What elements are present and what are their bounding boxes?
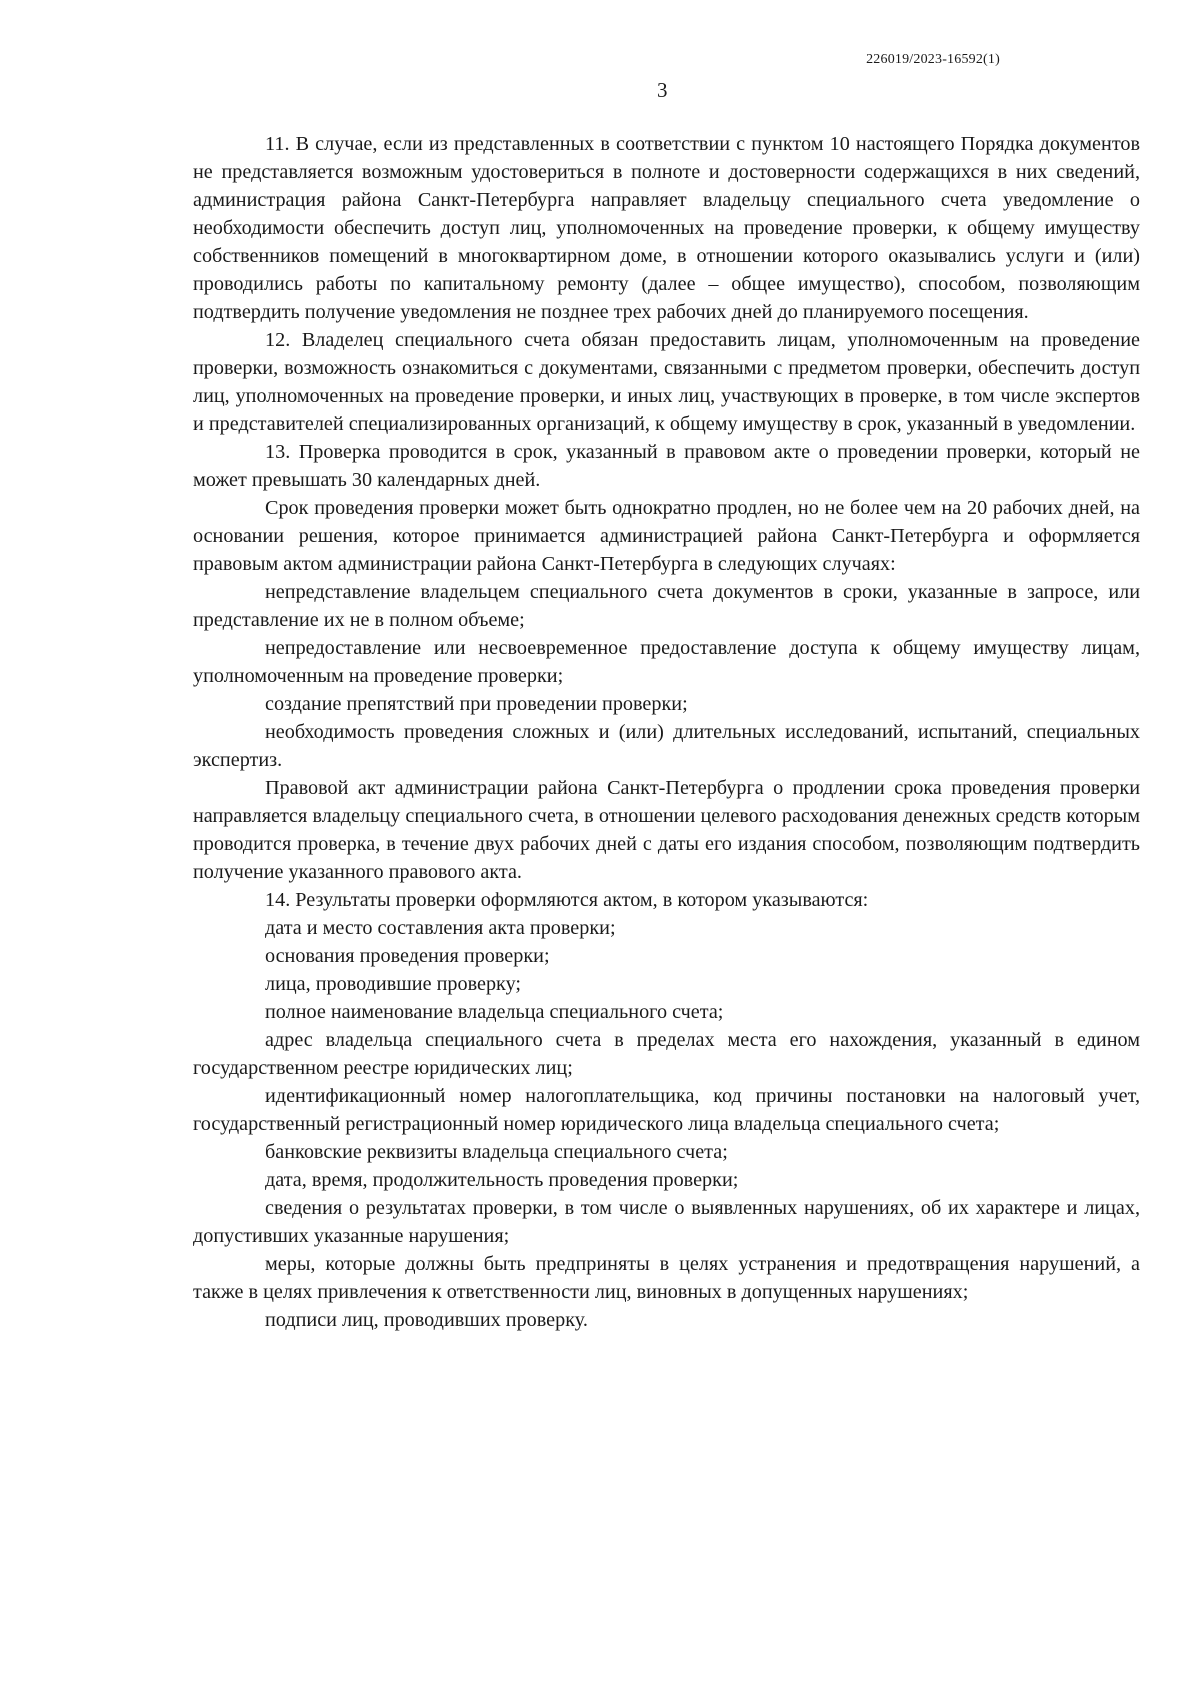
- paragraph-extension-act: Правовой акт администрации района Санкт-Петербурга о продлении срока проведения проверки направляется владельцу специального счета, в отношении целевого расходования денежных средств которым проводится проверка, в течение двух рабочих дней с даты его издания способом, позволяющим подтвердить получение указанного правового акта.: [193, 777, 1140, 883]
- paragraph-14: 14. Результаты проверки оформляются актом, в котором указываются:: [265, 889, 869, 911]
- list-item-act-field-9: сведения о результатах проверки, в том числе о выявленных нарушениях, об их характере и лицах, допустивших указанные нарушения;: [193, 1197, 1140, 1247]
- list-item-act-field-1: дата и место составления акта проверки;: [265, 917, 616, 939]
- list-item-act-field-11: подписи лиц, проводивших проверку.: [265, 1309, 588, 1331]
- list-item-extension-case-4: необходимость проведения сложных и (или) длительных исследований, испытаний, специальных экспертиз.: [193, 721, 1140, 771]
- list-item-act-field-4: полное наименование владельца специального счета;: [265, 1001, 724, 1023]
- document-body: [193, 130, 1140, 1334]
- list-item-act-field-7: банковские реквизиты владельца специального счета;: [265, 1141, 728, 1163]
- list-item-extension-case-3: создание препятствий при проведении проверки;: [265, 693, 688, 715]
- list-item-act-field-5: адрес владельца специального счета в пределах места его нахождения, указанный в едином государственном реестре юридических лиц;: [193, 1029, 1140, 1079]
- paragraph-extension-term: Срок проведения проверки может быть однократно продлен, но не более чем на 20 рабочих дней, на основании решения, которое принимается администрацией района Санкт-Петербурга и оформляется правовым актом администрации района Санкт-Петербурга в следующих случаях:: [193, 497, 1140, 575]
- list-item-act-field-8: дата, время, продолжительность проведения проверки;: [265, 1169, 739, 1191]
- list-item-act-field-3: лица, проводившие проверку;: [265, 973, 522, 995]
- document-registration-number: 226019/2023-16592(1): [866, 52, 1000, 67]
- list-item-act-field-6: идентификационный номер налогоплательщика, код причины постановки на налоговый учет, государственный регистрационный номер юридического лица владельца специального счета;: [193, 1085, 1140, 1135]
- paragraph-13: 13. Проверка проводится в срок, указанный в правовом акте о проведении проверки, который не может превышать 30 календарных дней.: [193, 441, 1140, 491]
- list-item-act-field-2: основания проведения проверки;: [265, 945, 550, 967]
- page-number: 3: [657, 78, 668, 102]
- paragraph-12: 12. Владелец специального счета обязан предоставить лицам, уполномоченным на проведение проверки, возможность ознакомиться с документами, связанными с предметом проверки, обеспечить доступ лиц, уполномоченных на проведение проверки, и иных лиц, участвующих в проверке, в том числе экспертов и представителей специализированных организаций, к общему имуществу в срок, указанный в уведомлении.: [193, 329, 1140, 435]
- list-item-extension-case-1: непредставление владельцем специального счета документов в сроки, указанные в запросе, или представление их не в полном объеме;: [193, 581, 1140, 631]
- paragraph-11: 11. В случае, если из представленных в соответствии с пунктом 10 настоящего Порядка документов не представляется возможным удостовериться в полноте и достоверности содержащихся в них сведений, администрация района Санкт-Петербурга направляет владельцу специального счета уведомление о необходимости обеспечить доступ лиц, уполномоченных на проведение проверки, к общему имуществу собственников помещений в многоквартирном доме, в отношении которого оказывались услуги и (или) проводились работы по капитальному ремонту (далее – общее имущество), способом, позволяющим подтвердить получение уведомления не позднее трех рабочих дней до планируемого посещения.: [193, 133, 1140, 323]
- list-item-act-field-10: меры, которые должны быть предприняты в целях устранения и предотвращения нарушений, а также в целях привлечения к ответственности лиц, виновных в допущенных нарушениях;: [193, 1253, 1140, 1303]
- list-item-extension-case-2: непредоставление или несвоевременное предоставление доступа к общему имуществу лицам, уполномоченным на проведение проверки;: [193, 637, 1140, 687]
